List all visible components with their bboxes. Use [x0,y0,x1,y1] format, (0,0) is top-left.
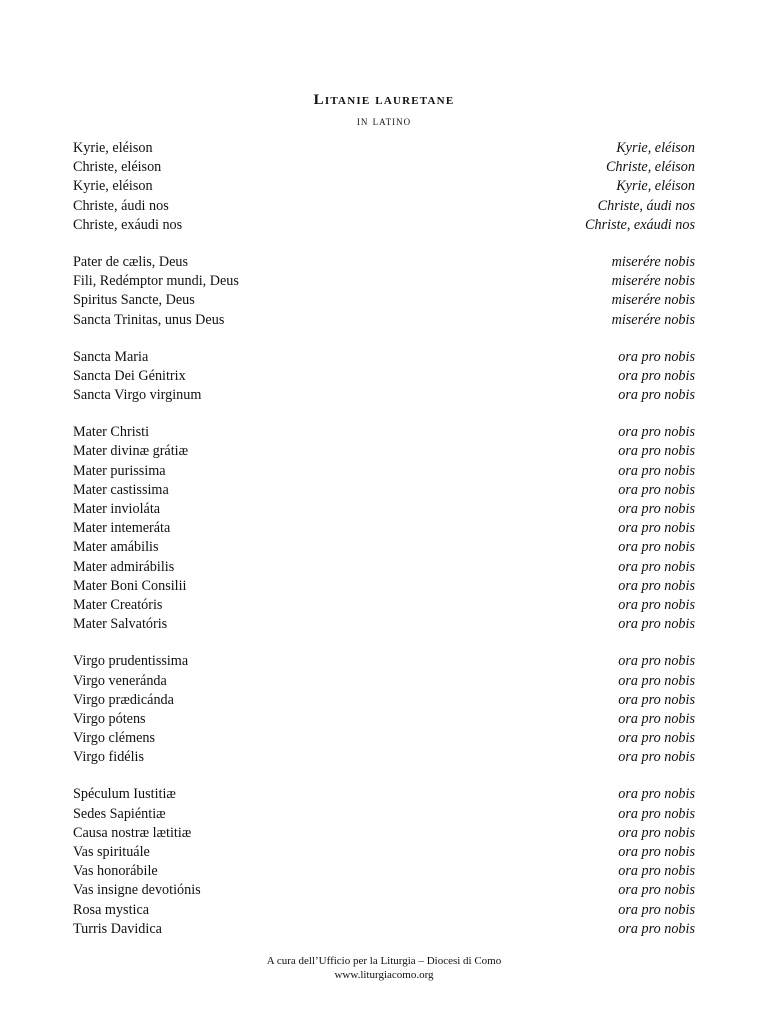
invocation-text: Turris Davidica [73,920,162,937]
invocation-text: Mater Christi [73,424,150,441]
response-text: ora pro nobis [618,749,695,766]
invocation-text: Mater amábilis [73,539,159,556]
litany-row [73,139,695,158]
response-text: ora pro nobis [618,462,695,479]
invocation-text: Sancta Virgo virginum [73,387,202,404]
litany-row [73,652,695,671]
response-text: ora pro nobis [618,824,695,841]
response-text: ora pro nobis [618,710,695,727]
litany-group [73,253,695,330]
response-text: miserére nobis [611,253,695,270]
invocation-text: Mater admirábilis [73,558,175,575]
invocation-text: Sancta Maria [73,348,149,365]
invocation-text: Fili, Redémptor mundi, Deus [73,273,239,290]
litany-group [73,423,695,634]
response-text: miserére nobis [611,273,695,290]
invocation-text: Mater Creatóris [73,596,163,613]
litany-row [73,596,695,615]
response-text: ora pro nobis [618,901,695,918]
litany-row [73,500,695,519]
response-text: ora pro nobis [618,501,695,517]
litany-row [73,348,695,367]
litany-group [73,652,695,767]
invocation-text: Pater de cælis, Deus [73,253,189,270]
litany-row [73,519,695,538]
invocation-text: Vas spirituále [73,844,150,860]
page-footer [0,954,768,982]
litany-row [73,920,695,939]
litany-row [73,843,695,862]
litany-row [73,785,695,804]
response-text: miserére nobis [611,311,695,328]
litany-row [73,367,695,386]
litany-row [73,538,695,557]
response-text: ora pro nobis [618,539,695,556]
litany-row [73,386,695,405]
litany-row [73,901,695,920]
invocation-text: Rosa mystica [73,901,150,918]
response-text: ora pro nobis [618,691,695,708]
invocation-text: Virgo clémens [73,730,156,747]
response-text: ora pro nobis [618,367,695,384]
footer-credit: A cura dell’Ufficio per la Liturgia – Diocesi di Como [266,955,502,967]
response-text: miserére nobis [611,292,695,309]
litany-row [73,177,695,196]
response-text: ora pro nobis [618,616,695,633]
response-text: ora pro nobis [618,520,695,537]
response-text: ora pro nobis [618,348,695,365]
page-title: Litanie lauretane [313,92,455,108]
invocation-text: Kyrie, eléison [73,178,153,195]
invocation-text: Christe, exáudi nos [73,216,183,233]
invocation-text: Spiritus Sancte, Deus [73,292,195,309]
response-text: ora pro nobis [618,481,695,498]
response-text: ora pro nobis [618,653,695,670]
response-text: ora pro nobis [618,730,695,747]
response-text: ora pro nobis [618,387,695,404]
invocation-text: Mater invioláta [73,501,161,517]
litany-group [73,139,695,235]
invocation-text: Virgo prædicánda [73,691,174,708]
invocation-text: Christe, eléison [73,159,162,176]
invocation-text: Mater castissima [73,481,169,498]
litany-row [73,862,695,881]
litany-row [73,158,695,177]
response-text: ora pro nobis [618,424,695,441]
response-text: ora pro nobis [618,672,695,689]
response-text: Christe, eléison [605,159,695,176]
response-text: ora pro nobis [618,577,695,594]
litany-row [73,615,695,634]
litany-row [73,577,695,596]
invocation-text: Sancta Trinitas, unus Deus [73,311,225,328]
litany-row [73,558,695,577]
litany-row [73,748,695,767]
invocation-text: Mater Boni Consilii [73,577,187,594]
litany-row [73,805,695,824]
litany-row [73,442,695,461]
litany-row [73,462,695,481]
invocation-text: Vas honorábile [73,863,158,880]
response-text: Kyrie, eléison [616,178,695,195]
litany-row [73,291,695,310]
invocation-text: Virgo prudentissima [73,653,189,670]
response-text: ora pro nobis [618,863,695,880]
response-text: Kyrie, eléison [616,140,695,156]
response-text: ora pro nobis [618,920,695,937]
invocation-text: Christe, áudi nos [73,197,169,214]
invocation-text: Sedes Sapiéntiæ [73,805,166,822]
litany-row [73,311,695,330]
page-subtitle: in latino [356,113,412,128]
litany-row [73,216,695,235]
response-text: ora pro nobis [618,882,695,899]
invocation-text: Sancta Dei Génitrix [73,367,186,384]
response-text: ora pro nobis [618,805,695,822]
invocation-text: Vas insigne devotiónis [73,882,201,899]
response-text: ora pro nobis [618,844,695,860]
invocation-text: Kyrie, eléison [73,140,153,156]
invocation-text: Mater purissima [73,462,166,479]
litany-row [73,710,695,729]
litany-row [73,691,695,710]
invocation-text: Mater divinæ grátiæ [73,443,189,460]
invocation-text: Mater Salvatóris [73,616,168,633]
invocation-text: Virgo fidélis [73,749,144,766]
footer-website: www.liturgiacomo.org [334,969,434,981]
litany-row [73,672,695,691]
litany-row [73,197,695,216]
litany-row [73,253,695,272]
invocation-text: Causa nostræ lætitiæ [73,824,192,841]
litany-row [73,481,695,500]
litany-row [73,881,695,900]
litany-row [73,729,695,748]
response-text: Christe, exáudi nos [585,216,695,233]
litany-row [73,824,695,843]
invocation-text: Virgo pótens [73,710,146,727]
response-text: ora pro nobis [618,786,695,803]
invocation-text: Spéculum Iustitiæ [73,786,176,803]
response-text: ora pro nobis [618,558,695,575]
invocation-text: Virgo veneránda [73,672,167,689]
litany-group [73,348,695,406]
litany-row [73,272,695,291]
response-text: Christe, áudi nos [597,197,695,214]
invocation-text: Mater intemeráta [73,520,171,537]
litany-group [73,785,695,939]
litany-list [73,139,695,939]
response-text: ora pro nobis [618,596,695,613]
litany-row [73,423,695,442]
response-text: ora pro nobis [618,443,695,460]
